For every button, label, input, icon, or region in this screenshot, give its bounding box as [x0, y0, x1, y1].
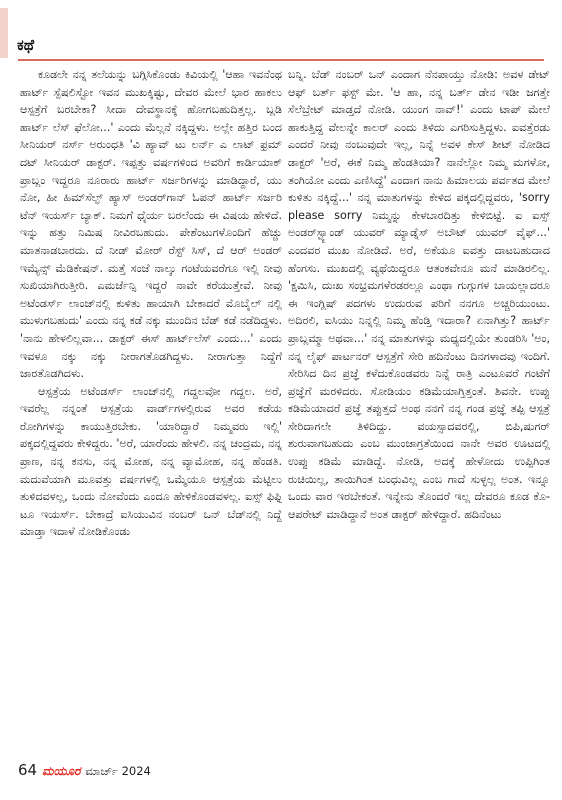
section-divider	[18, 59, 544, 61]
magazine-logo: ಮಯೂರ	[42, 764, 81, 778]
article-column-right	[288, 66, 550, 756]
corner-accent	[0, 8, 8, 58]
page-number: 64	[18, 761, 38, 779]
section-title: ಕಥೆ	[17, 36, 35, 54]
paragraph: ಆಸ್ಪತ್ರೆಯ ಅಟೆಂಡರ್ಸ್ ಲಾಂಜ್‌ನಲ್ಲಿ ಗದ್ದಲವೋ ಗದ್ದಲ. ಅರೆ, ಇವರೆಲ್ಲ ನನ್ನಂತೆ ಆಸ್ಪತ್ರೆಯ ವಾರ್ಡ್‌ಗಳಲ್ಲಿರುವ ಅವರ ಕಡೆಯ ರೋಗಿಗಳನ್ನು ಕಾಯುತ್ತಿರಬೇಕು. 'ಯಾರಿದ್ದಾರೆ ನಿಮ್ಮವರು ಇಲ್ಲಿ' ಪಕ್ಕದಲ್ಲಿದ್ದವರು ಕೇಳಿದ್ದರು. 'ಅರೆ, ಯಾರೆಂದು ಹೇಳಲಿ. ನನ್ನ ಚಂದ್ರಮ, ನನ್ನ ಪ್ರಾಣ, ನನ್ನ ಕನಸು, ನನ್ನ ಮೋಹ, ನನ್ನ ವ್ಯಾಮೋಹ, ನನ್ನ ಹೆಂಡತಿ. ಮದುವೆಯಾಗಿ ಮೂವತ್ತು ವರ್ಷಗಳಲ್ಲಿ ಒಮ್ಮೆಯೂ ಆಸ್ಪತ್ರೆಯ ಮೆಟ್ಟಿಲು ತುಳಿದವಳಲ್ಲ, ಒಂದು ನೋವೆಂದು ಎಂದೂ ಹೇಳಿಕೊಂಡವಳಲ್ಲ. ಐಸ್ಸ್ ಫಿಫ್ಟಿ ಟೂ ಇಯರ್ಸ್. ಬೇಕಾದ್ರೆ ಐಸಿಯುವಿನ ನಂಬರ್ ಒನ್ ಬೆಡ್‌ನಲ್ಲಿ ನಿದ್ದೆ ಮಾಡ್ತಾ ಇದಾಳೆ ನೋಡಿಕೊಂಡು	[20, 384, 282, 539]
page-footer	[18, 761, 151, 779]
issue-date: ಮಾರ್ಚ್ 2024	[85, 764, 151, 778]
paragraph: ಕೂಡಲೇ ನನ್ನ ತಲೆಯನ್ನು ಬಗ್ಗಿಸಿಕೊಂಡು ಕಿವಿಯಲ್ಲಿ 'ಆಹಾ ಇವನೆಂಥ ಹಾರ್ಟ್ ಸ್ಪೆಷಲಿಸ್ಟೋ ಇವನ ಮುಖಕ್ಕಿಷ್ಟು, ದೇವರ ಮೇಲೆ ಭಾರ ಹಾಕಲು ಆಸ್ಪತ್ರೆಗೆ ಬರಬೇಕಾ? ಸೀದಾ ದೇವಸ್ಥಾನಕ್ಕೆ ಹೋಗಬಹುದಿತ್ತಲ್ಲ. ಬ್ಲಡಿ ಹಾರ್ಟ್ ಲೆಸ್ ಫೆಲೋ...' ಎಂದು ಮೆಲ್ಲನೆ ನಕ್ಕಿದ್ದಳು. ಅಲ್ಲೇ ಹತ್ತಿರ ಬಂದ ಸೀನಿಯರ್ ನರ್ಸ್ ಅರುಂಧತಿ 'ವಿ ಹ್ಯಾವ್ ಟು ಲರ್ನ್ ಎ ಲಾಟ್ ಫ್ರಮ್ ದಟ್ ಸೀನಿಯರ್ ಡಾಕ್ಟರ್. ಇಪ್ಪತ್ತು ವರ್ಷಗಳಿಂದ ಅವರಿಗೆ ಕಾರ್ಡಿಯಾಕ್ ಪ್ರಾಬ್ಲಂ ಇದ್ದರೂ ನೂರಾರು ಹಾರ್ಟ್ ಸರ್ಜರಿಗಳನ್ನು ಮಾಡಿದ್ದಾರೆ, ಯು ನೋ, ಹೀ ಹಿಮ್‌ಸೆಲ್ಫ್ ಹ್ಯಾಸ್ ಅಂಡರ್‌ಗಾನ್ ಓಪನ್ ಹಾರ್ಟ್ ಸರ್ಜರಿ ಟೆನ್ ಇಯರ್ಸ್ ಬ್ಯಾಕ್. ನಿಮಗೆ ಧೈರ್ಯ ಬರಲೆಂದು ಈ ವಿಷಯ ಹೇಳಿದೆ. ಇನ್ನು ಹತ್ತು ನಿಮಿಷ ನೀವಿರಬಹುದು. ಪೇಶೆಂಟುಗಳೊಂದಿಗೆ ಹೆಚ್ಚು ಮಾತನಾಡಬಾರದು. ದೆ ನೀಡ್ ಮೋರ್ ರೆಸ್ಟ್ ಸಿಸ್, ದೆ ಆರ್ ಅಂಡರ್ ಇಮ್ಯೆನ್ಸ್ ಮೆಡಿಕೇಷನ್. ಮತ್ತೆ ಸಂಜೆ ನಾಲ್ಕು ಗಂಟೆಯವರೆಗೂ ಇಲ್ಲಿ ನೀವು ಸುಖಿಯಾಗಿರುತ್ತೀರಿ. ಎಮರ್ಜೆನ್ಸಿ ಇದ್ದರೆ ನಾವೇ ಕರೆಯುತ್ತೇವೆ. ನೀವು ಅಟೆಂಡರ್ಸ್ ಲಾಂಜ್‌ನಲ್ಲಿ ಕುಳಿತು ಹಾಯಾಗಿ ಬೇಕಾದರೆ ಮೊಬೈಲ್ ನಲ್ಲಿ ಮುಳುಗಬಹುದು' ಎಂದು ನನ್ನ ಕಡೆ ನಕ್ಕು ಮುಂದಿನ ಬೆಡ್ ಕಡೆ ನಡೆದಿದ್ದಳು. 'ನಾನು ಹೇಳಲಿಲ್ಲವಾ... ಡಾಕ್ಟರ್ ಈಸ್ ಹಾರ್ಟ್‌ಲೆಸ್ ಎಂದು...' ಎಂದು ಇವಳೂ ನಕ್ಕು ನಕ್ಕು ನೀರಾಗತೊಡಗಿದ್ದಳು. ನೀರಾಗುತ್ತಾ ನಿದ್ದೆಗೆ ಜಾರತೊಡಗಿದಳು.	[20, 68, 282, 381]
article-column-left	[20, 66, 282, 756]
paragraph: ಬನ್ನಿ. ಬೆಡ್ ನಂಬರ್ ಒನ್ ಎಂದಾಗ ನೆನಪಾಯ್ತು ನೋಡಿ: ಅವಳ ಡೇಟ್ ಆಫ್ ಬರ್ತ್ ಫಸ್ಟ್ ಮೇ. 'ಆ ಹಾ, ನನ್ನ ಬರ್ತ್ ಡೇನ ಇಡೀ ಜಗತ್ತೇ ಸೆಲೆಬ್ರೇಟ್ ಮಾಡ್ತದೆ ನೋಡಿ. ಯುಂಗ ನಾವ್!' ಎಂದು ಟಾಪ್ ಮೇಲೆ ಹಾಕುತ್ತಿದ್ದ ವೇಲನ್ನೇ ಕಾಲರ್ ಎಂದು ತಿಳಿದು ಎಗರಿಸುತ್ತಿದ್ದಳು. ಐವತ್ತೆರಡು ಎಂದರೆ ನೀವು ನಂಬುವುದೇ ಇಲ್ಲ, ನಿನ್ನೆ ಅವಳ ಕೇಸ್ ಶೀಟ್ ನೋಡಿದ ಡಾಕ್ಟರ್ 'ಅರೆ, ಈಕೆ ನಿಮ್ಮ ಹೆಂಡತಿಯಾ? ನಾನೆಲ್ಲೋ ನಿಮ್ಮ ಮಗಳೋ, ತಂಗಿಯೋ ಎಂದು ಎಣಿಸಿದ್ದೆ' ಎಂದಾಗ ನಾನು ಹಿಮಾಲಯ ಪರ್ವತದ ಮೇಲೆ ಕುಳಿತು ನಕ್ಕಿದ್ದೆ...' ನನ್ನ ಮಾತುಗಳನ್ನು ಕೇಳಿದ ಪಕ್ಕದಲ್ಲಿದ್ದವರು, 'sorry please sorry ನಿಮ್ಮನ್ನು ಕೇಳಬಾರದಿತ್ತು ಕೇಳಿಬಿಟ್ಟೆ. ಐ ಐಸ್ಸ್ ಅಂಡರ್‌ಸ್ಟ್ಯಾಂಡ್ ಯುವರ್ ಮ್ಯಾಡ್ನೆಸ್ ಅಬೌಟ್ ಯುವರ್ ವೈಫ್...' ಎಂದವರ ಮುಖ ನೋಡಿದೆ. ಅರೆ, ಅಕೆಯೂ ಐವತ್ತು ದಾಟಬಹುದಾದ ಹೆಂಗಸು. ಮುಖದಲ್ಲಿ ವ್ಯಥೆಯಿದ್ದರೂ ಆತಂಕವೇನೂ ಮನೆ ಮಾಡಿರಲಿಲ್ಲ. 'ಕ್ಷಮಿಸಿ, ದುಃಖ ಸಂಭ್ರಮಗಳೆರಡರಲ್ಲೂ ಎಂಥಾ ಗುಗ್ಗುಗಳ ಬಾಯಲ್ಲಾದರೂ ಈ ಇಂಗ್ಲಿಷ್ ಪದಗಳು ಉದುರುವ ಪರಿಗೆ ನನಗೂ ಅಚ್ಚರಿಯುಂಟು. ಅದಿರಲಿ, ಐಸಿಯು ನಿನ್ನಲ್ಲಿ ನಿಮ್ಮ ಹೆಂಡ್ತಿ ಇದಾರಾ? ಏನಾಗಿತ್ತು? ಹಾರ್ಟ್ ಪ್ರಾಬ್ಲಮ್ಮಾ ಅಥವಾ...' ನನ್ನ ಮಾತುಗಳನ್ನು ಮಧ್ಯದಲ್ಲಿಯೇ ತುಂಡರಿಸಿ 'ಅಂ, ನನ್ನ ಲೈಫ್ ಪಾರ್ಟನರ್ ಆಸ್ಪತ್ರೆಗೆ ಸೇರಿ ಹದಿನೆಂಟು ದಿನಗಳಾದವು ಇಂದಿಗೆ. ಸೇರಿಸಿದ ದಿನ ಪ್ರಜ್ಞೆ ಕಳೆದುಕೊಂಡವರು ನಿನ್ನೆ ರಾತ್ರಿ ಎಂಟೂವರೆ ಗಂಟೆಗೆ ಪ್ರಜ್ಞೆಗೆ ಮರಳಿದರು. ಸೋಡಿಯಂ ಕಡಿಮೆಯಾಗ್ತಿತ್ತಂತೆ. ಶಿವನೇ. ಉಪ್ಪು ಕಡಿಮೆಯಾದರೆ ಪ್ರಜ್ಞೆ ತಪ್ಪುತ್ತದೆ ಅಂಥ ನನಗೆ ನನ್ನ ಗಂಡ ಪ್ರಜ್ಞೆ ತಪ್ಪಿ ಆಸ್ಪತ್ರೆ ಸೇರಿದಾಗಲೇ ತಿಳಿದಿದ್ದು. ವಯಸ್ಸಾದವರಲ್ಲಿ, ಬಿಪಿ,ಷುಗರ್ ಶುರುವಾಗಬಹುದು ಎಂಬ ಮುಂಜಾಗ್ರತೆಯಿಂದ ನಾನೇ ಅವರ ಊಟದಲ್ಲಿ ಉಪ್ಪು ಕಡಿಮೆ ಮಾಡಿದ್ದೆ. ನೋಡಿ, ಅದಕ್ಕೆ ಹೇಳೋದು ಉಪ್ಪಿಗಿಂತ ರುಚಿಯಿಲ್ಲ, ತಾಯಿಗಿಂತ ಬಂಧುವಿಲ್ಲ ಎಂಬ ಗಾದೆ ಸುಳ್ಳಲ್ಲ ಅಂತ. ಇನ್ನೂ ಒಂದು ವಾರ ಇರಬೇಕಂತೆ. ಇನ್ನೇನು ತೊಂದರೆ ಇಲ್ಲ ದೇವರೂ ಕೂಡ ಕೊ- ಆಪರೇಟ್ ಮಾಡಿದ್ದಾನೆ ಅಂತ ಡಾಕ್ಟರ್ ಹೇಳಿದ್ದಾರೆ. ಹದಿನೆಂಟು	[288, 68, 550, 521]
